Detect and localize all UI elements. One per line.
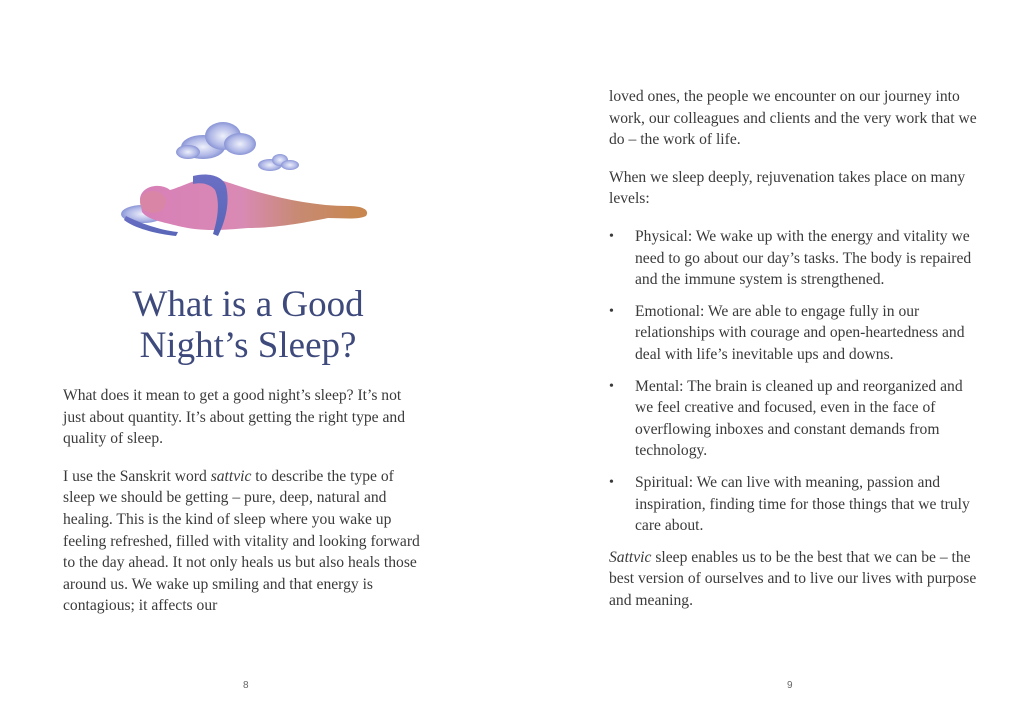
bullet-icon: • <box>609 474 614 490</box>
page-number: 8 <box>243 680 249 691</box>
right-body-text <box>609 86 979 611</box>
sanskrit-term: sattvic <box>210 467 252 485</box>
paragraph: I use the Sanskrit word sattvic to describe the type of sleep we should be getting – pure, deep, natural and healing. This is the kind of sleep where you wake up feeling refreshed, filled with vitality and looking forward to the day ahead. It not only heals us but also heals those around us. We wake up smiling and that energy is contagious; it affects our <box>63 467 420 615</box>
closing-paragraph: Sattvic sleep enables us to be the best that we can be – the best version of ourselves and to live our lives with purpose and meaning. <box>609 548 977 609</box>
list-item: • Emotional: We are able to engage fully in our relationships with courage and open-heartedness and deal with life’s inevitable ups and downs. <box>609 302 965 363</box>
paragraph: When we sleep deeply, rejuvenation takes place on many levels: <box>609 168 966 208</box>
paragraph: loved ones, the people we encounter on our journey into work, our colleagues and clients and the very work that we do – the work of life. <box>609 88 977 149</box>
left-body-text <box>63 385 423 617</box>
sleeping-woman-illustration <box>118 112 378 242</box>
sanskrit-term: Sattvic <box>609 548 652 566</box>
list-item: • Physical: We wake up with the energy and vitality we need to go about our day’s tasks. The body is repaired and the immune system is strengthened. <box>609 227 972 289</box>
list-item: • Spiritual: We can live with meaning, passion and inspiration, finding time for those things that we truly care about. <box>609 473 970 535</box>
title-line-2: Night’s Sleep? <box>139 325 357 366</box>
chapter-title <box>63 284 433 366</box>
paragraph: What does it mean to get a good night’s sleep? It’s not just about quantity. It’s about getting the right type and quality of sleep. <box>63 387 405 448</box>
right-page <box>513 0 1026 725</box>
bullet-icon: • <box>609 303 614 319</box>
cloud-icon <box>176 122 256 159</box>
title-line-1: What is a Good <box>132 284 364 325</box>
small-cloud-icon <box>258 154 299 171</box>
bullet-icon: • <box>609 378 614 394</box>
sleeping-figure-icon <box>140 178 367 230</box>
bullet-icon: • <box>609 228 614 244</box>
page-number: 9 <box>787 680 793 691</box>
list-item: • Mental: The brain is cleaned up and reorganized and we feel creative and focused, even in the face of overflowing inboxes and constant demands from technology. <box>609 377 963 460</box>
levels-list <box>609 226 979 537</box>
